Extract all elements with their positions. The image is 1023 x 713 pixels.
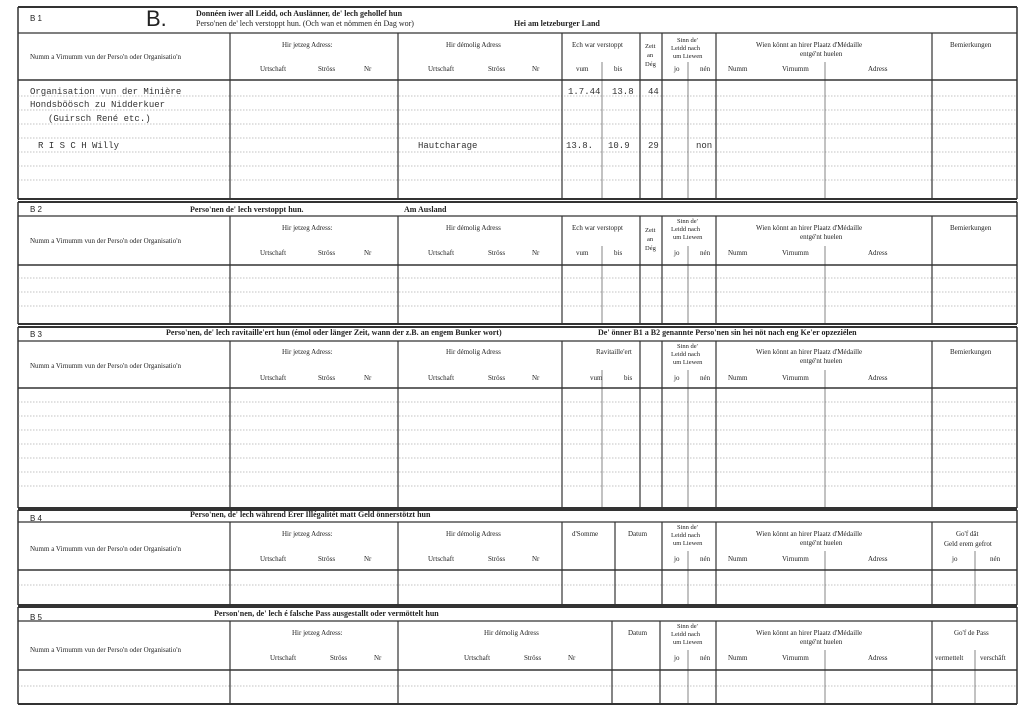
b3-col-former-address: Hir démolig Adress (446, 348, 501, 356)
b3-col-nr: Nr (364, 374, 372, 382)
b3-col-sinn-3: um Liewen (673, 359, 703, 366)
b1-col-nen: nén (700, 65, 711, 73)
b2-col-urtschaft-former: Urtschaft (428, 249, 455, 257)
b3-col-stross-former: Ströss (488, 374, 506, 382)
section-b1-title-line2: Perso'nen de' lech verstoppt hun. (Och wan et nömmen én Dag wor) (196, 19, 414, 28)
b5-col-medal-1: Wien könnt an hirer Plaatz d'Médaille (756, 629, 863, 637)
b1-entry-2-days: 29 (648, 141, 659, 151)
b4-col-nen-2: nén (990, 555, 1001, 563)
b5-col-urtschaft-former: Urtschaft (464, 654, 491, 662)
b1-col-former-address: Hir démolig Adress (446, 41, 501, 49)
b2-col-adress: Adress (868, 249, 888, 257)
b1-col-sinn-1: Sinn de' (677, 37, 698, 44)
section-b4-id: B 4 (30, 514, 43, 523)
b1-col-virnumm: Virnumm (782, 65, 809, 73)
b1-col-hidden: Ech war verstoppt (572, 41, 623, 49)
b3-col-medal-1: Wien könnt an hirer Plaatz d'Médaille (756, 348, 863, 356)
b1-entry-2-former-address: Hautcharage (418, 141, 478, 151)
section-b3-note: De' önner B1 a B2 genannte Perso'nen sin hei nöt nach eng Ke'er opzeziélen (598, 328, 857, 337)
b3-col-vum: vum (590, 374, 603, 382)
section-b2-title: Perso'nen de' lech verstoppt hun. (190, 205, 304, 214)
b4-col-adress: Adress (868, 555, 888, 563)
b4-col-stross: Ströss (318, 555, 336, 563)
section-b1-id: B 1 (30, 14, 43, 23)
b2-col-medal-1: Wien könnt an hirer Plaatz d'Médaille (756, 224, 863, 232)
b2-col-bis: bis (614, 249, 623, 257)
b5-col-name: Numm a Virnumm vun der Perso'n oder Organisatio'n (30, 646, 181, 654)
b5-col-current-address: Hir jetzeg Adress: (292, 629, 343, 637)
b5-col-nr-former: Nr (568, 654, 576, 662)
b1-col-nr-former: Nr (532, 65, 540, 73)
b1-col-medal-2: entgé'nt huelen (800, 50, 843, 58)
b2-col-stross: Ströss (318, 249, 336, 257)
b2-col-nr-former: Nr (532, 249, 540, 257)
b2-col-virnumm: Virnumm (782, 249, 809, 257)
b1-col-current-address: Hir jetzeg Adress: (282, 41, 333, 49)
b1-col-nr: Nr (364, 65, 372, 73)
b1-col-medal-1: Wien könnt an hirer Plaatz d'Médaille (756, 41, 863, 49)
b3-col-bis: bis (624, 374, 633, 382)
section-b1-title-line1: Donnéen iwer all Leidd, och Auslänner, de' lech gehollef hun (196, 9, 403, 18)
b3-col-sinn-1: Sinn de' (677, 343, 698, 350)
b1-col-stross-former: Ströss (488, 65, 506, 73)
b4-col-got-1: Go'f dât (956, 530, 979, 538)
section-b4-title: Perso'nen, de' lech während Erer Illégalitét matt Geld önnerstötzt hun (190, 510, 431, 519)
b5-col-sinn-3: um Liewen (673, 639, 703, 646)
b1-entry-1-bis: 13.8 (612, 87, 634, 97)
b2-col-remarks: Bemierkungen (950, 224, 992, 232)
b5-col-pass: Go'f de Pass (954, 629, 989, 637)
b5-col-stross: Ströss (330, 654, 348, 662)
b5-col-virnumm: Virnumm (782, 654, 809, 662)
b2-col-former-address: Hir démolig Adress (446, 224, 501, 232)
b5-col-numm: Numm (728, 654, 748, 662)
b5-col-nr: Nr (374, 654, 382, 662)
b1-col-stross: Ströss (318, 65, 336, 73)
b4-col-urtschaft-former: Urtschaft (428, 555, 455, 563)
b4-col-sinn-1: Sinn de' (677, 524, 698, 531)
b1-col-bis: bis (614, 65, 623, 73)
b1-col-name: Numm a Virnumm vun der Perso'n oder Organisatio'n (30, 53, 181, 61)
b4-col-somme: d'Somme (572, 530, 599, 538)
b2-col-sinn-2: Leidd nach (671, 226, 701, 233)
b5-col-nen: nén (700, 654, 711, 662)
section-b5-id: B 5 (30, 613, 43, 622)
b1-col-numm: Numm (728, 65, 748, 73)
b3-col-nen: nén (700, 374, 711, 382)
b4-col-nr-former: Nr (532, 555, 540, 563)
b5-col-stross-former: Ströss (524, 654, 542, 662)
b5-col-vermettelt: vermettelt (935, 654, 964, 662)
b3-col-ravitailleert: Ravitaille'ert (596, 348, 632, 356)
b2-col-hidden: Ech war verstoppt (572, 224, 623, 232)
b3-col-remarks: Bemierkungen (950, 348, 992, 356)
b4-col-sinn-3: um Liewen (673, 540, 703, 547)
section-b2-title-2: Am Ausland (404, 205, 447, 214)
b2-col-medal-2: entgé'nt huelen (800, 233, 843, 241)
b2-col-urtschaft: Urtschaft (260, 249, 287, 257)
b2-col-current-address: Hir jetzeg Adress: (282, 224, 333, 232)
b4-col-nen: nén (700, 555, 711, 563)
b1-entry-2-vum: 13.8. (566, 141, 594, 151)
b5-col-datum: Datum (628, 629, 648, 637)
b1-entry-1-vum: 1.7.44 (568, 87, 601, 97)
b2-col-numm: Numm (728, 249, 748, 257)
b4-col-medal-2: entgé'nt huelen (800, 539, 843, 547)
b3-col-current-address: Hir jetzeg Adress: (282, 348, 333, 356)
b5-col-adress: Adress (868, 654, 888, 662)
b1-col-urtschaft: Urtschaft (260, 65, 287, 73)
b3-col-urtschaft-former: Urtschaft (428, 374, 455, 382)
b2-col-name: Numm a Virnumm vun der Perso'n oder Organisatio'n (30, 237, 181, 245)
b5-col-verschaft: verschâft (980, 654, 1006, 662)
section-b5-title: Person'nen, de' lech é falsche Pass ausgestallt oder vermöttelt hun (214, 609, 439, 618)
b1-col-zeit-1: Zeit (645, 43, 656, 50)
b4-col-former-address: Hir démolig Adress (446, 530, 501, 538)
b2-col-jo: jo (674, 249, 680, 257)
b1-entry-1-name-line2: Hondsböösch zu Nidderkuer (30, 100, 166, 110)
b2-col-zeit-2: an (647, 236, 654, 243)
b4-col-jo: jo (674, 555, 680, 563)
b4-col-got-2: Geld erem gefrot (944, 540, 992, 548)
b3-col-medal-2: entgé'nt huelen (800, 357, 843, 365)
section-b2-id: B 2 (30, 205, 43, 214)
b5-col-urtschaft: Urtschaft (270, 654, 297, 662)
section-b3-title: Perso'nen, de' lech ravitaille'ert hun (émol oder länger Zeit, wann der z.B. an engem Bunker wort) (166, 328, 502, 337)
b1-entry-1-name-line1: Organisation vun der Minière (30, 87, 182, 97)
b5-col-jo: jo (674, 654, 680, 662)
b3-col-jo: jo (674, 374, 680, 382)
b1-entry-1-days: 44 (648, 87, 659, 97)
b2-col-sinn-3: um Liewen (673, 234, 703, 241)
b3-col-nr-former: Nr (532, 374, 540, 382)
b4-col-jo-2: jo (952, 555, 958, 563)
b3-col-sinn-2: Leidd nach (671, 351, 701, 358)
b5-col-medal-2: entgé'nt huelen (800, 638, 843, 646)
b4-col-sinn-2: Leidd nach (671, 532, 701, 539)
b3-col-name: Numm a Virnumm vun der Perso'n oder Organisatio'n (30, 362, 181, 370)
b2-col-zeit-3: Dég (645, 245, 656, 252)
b1-col-remarks: Bemierkungen (950, 41, 992, 49)
b4-col-current-address: Hir jetzeg Adress: (282, 530, 333, 538)
b2-col-stross-former: Ströss (488, 249, 506, 257)
b1-col-zeit-3: Dég (645, 61, 656, 68)
b2-col-nen: nén (700, 249, 711, 257)
section-b3-id: B 3 (30, 330, 43, 339)
b2-col-sinn-1: Sinn de' (677, 218, 698, 225)
b2-col-zeit-1: Zeit (645, 227, 656, 234)
b1-entry-2-name: R I S C H Willy (38, 141, 120, 151)
b3-col-urtschaft: Urtschaft (260, 374, 287, 382)
b1-col-sinn-3: um Liewen (673, 53, 703, 60)
b1-col-urtschaft-former: Urtschaft (428, 65, 455, 73)
b1-col-sinn-2: Leidd nach (671, 45, 701, 52)
b5-col-sinn-1: Sinn de' (677, 623, 698, 630)
b4-col-medal-1: Wien könnt an hirer Plaatz d'Médaille (756, 530, 863, 538)
b3-col-numm: Numm (728, 374, 748, 382)
b4-col-name: Numm a Virnumm vun der Perso'n oder Organisatio'n (30, 545, 181, 553)
b5-col-former-address: Hir démolig Adress (484, 629, 539, 637)
b3-col-adress: Adress (868, 374, 888, 382)
section-b-letter: B. (146, 6, 167, 31)
b1-col-zeit-2: an (647, 52, 654, 59)
b2-col-nr: Nr (364, 249, 372, 257)
b3-col-virnumm: Virnumm (782, 374, 809, 382)
b1-entry-2-bis: 10.9 (608, 141, 630, 151)
b1-entry-2-alive: non (696, 141, 713, 151)
b3-col-stross: Ströss (318, 374, 336, 382)
b1-col-jo: jo (674, 65, 680, 73)
section-b1-title-line3: Hei am letzeburger Land (514, 19, 600, 28)
b2-col-vum: vum (576, 249, 589, 257)
b1-col-vum: vum (576, 65, 589, 73)
b4-col-numm: Numm (728, 555, 748, 563)
b4-col-stross-former: Ströss (488, 555, 506, 563)
b4-col-nr: Nr (364, 555, 372, 563)
b1-col-adress: Adress (868, 65, 888, 73)
b1-entry-1-name-line3: (Guirsch René etc.) (48, 114, 151, 124)
b4-col-urtschaft: Urtschaft (260, 555, 287, 563)
b4-col-datum: Datum (628, 530, 648, 538)
b4-col-virnumm: Virnumm (782, 555, 809, 563)
b5-col-sinn-2: Leidd nach (671, 631, 701, 638)
